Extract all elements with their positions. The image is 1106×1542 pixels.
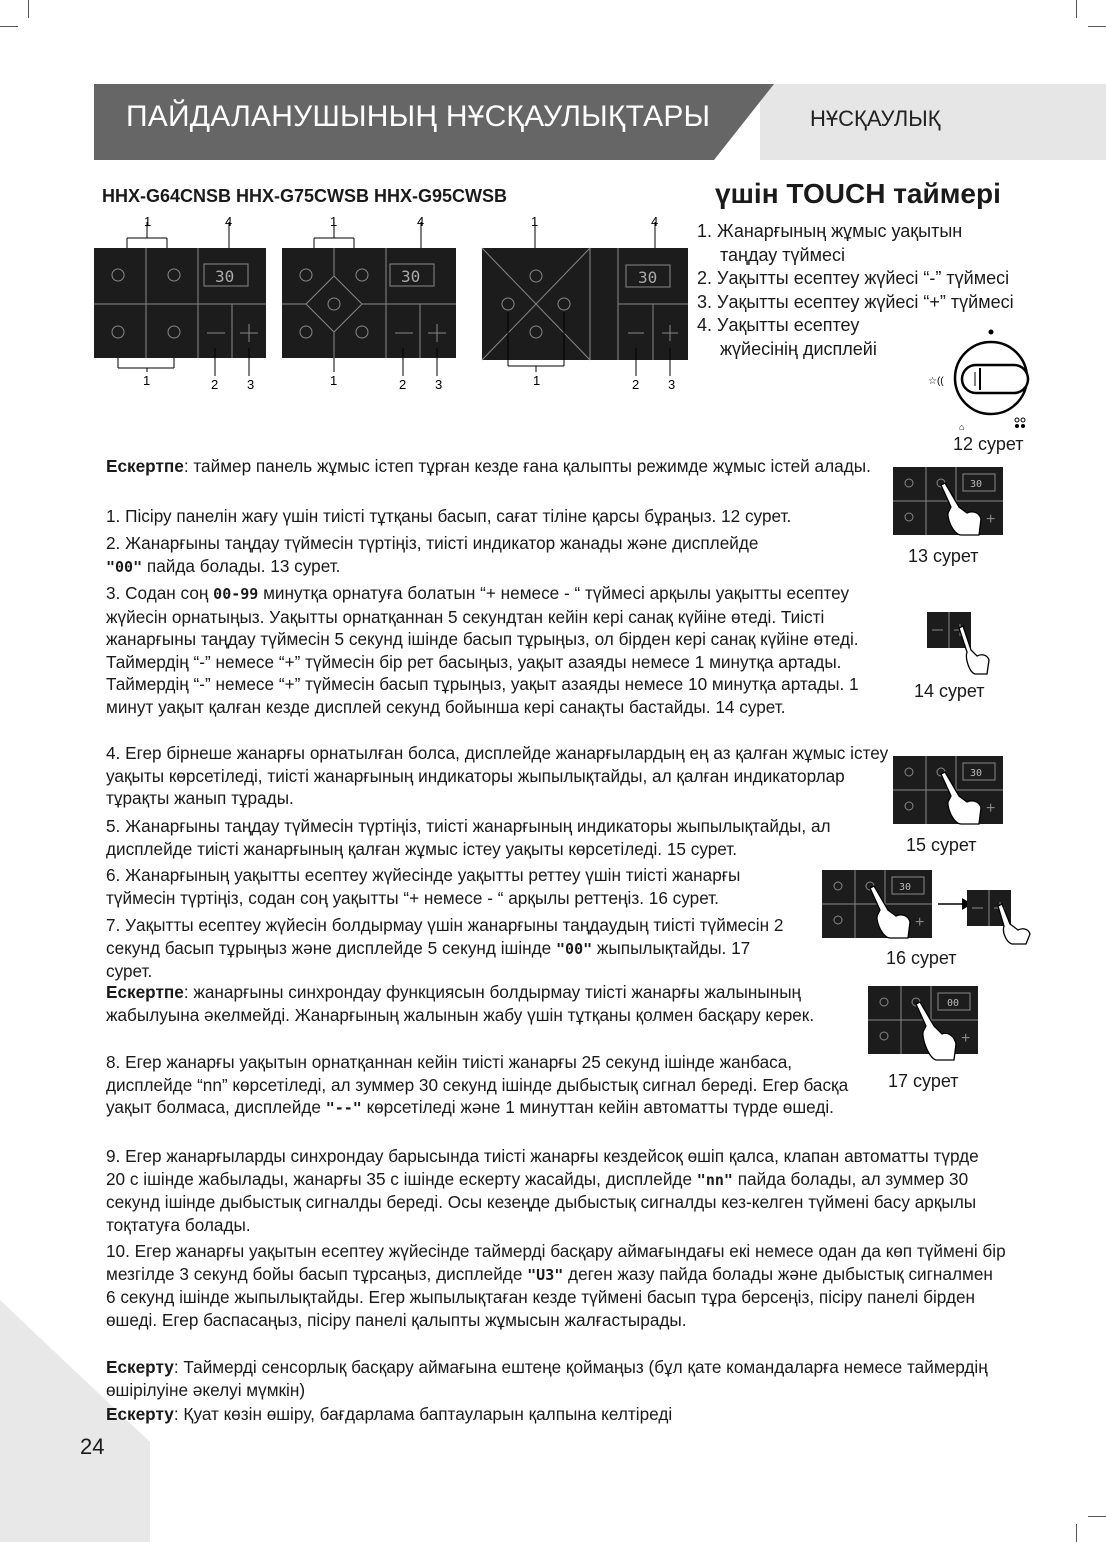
timer-display: 30: [970, 479, 983, 490]
note-label: Ескертпе: [106, 456, 184, 476]
step-8: [106, 1051, 881, 1120]
step-7-text: 7. Уақытты есептеу жүйесін болдырмау үшін жанарғыны таңдаудың тиісті түймесін 2 секунд басып тұрыңыз және дисплейде 5 секунд ішінде: [106, 915, 784, 958]
flame-symbol-icon: ☆((: [928, 376, 944, 387]
warning-1: [106, 1356, 1016, 1401]
figure-13-panel: [893, 467, 1005, 537]
step-9-text: пайда болады, ал зуммер 30 секунд ішінде дыбыстық сигналды береді. Осы кезеңде дыбыстық сигналды кез-келген түймені басу арқылы тоқтатуға болады.: [106, 1168, 977, 1235]
step-10: [106, 1240, 1006, 1331]
plus-key: +: [986, 511, 996, 528]
step-5-text: 5. Жанарғыны таңдау түймесін түртіңіз, тиісті жанарғының индикаторы жыпылықтайды, ал дисплейде тиісті жанарғының қалған жұмыс істеу уақыты көрсетіледі. 15 сурет.: [106, 816, 831, 859]
callout-1: 1: [144, 214, 152, 229]
callout-3: 3: [435, 377, 443, 392]
figure-16-panel: [822, 868, 1037, 948]
knob-illustration: [920, 320, 1040, 435]
step-1: [106, 505, 896, 528]
callout-2: 2: [399, 377, 407, 392]
legend-item: таңдау түймесі: [720, 244, 845, 265]
step-3-text: минутқа орнатуға болатын “+ немесе - “ түймесі арқылы уақытты есептеу жүйесін орнатыңыз. Уақытты орнатқаннан 5 секундтан кейін кері санақ күйіне өтеді. Тиісті жанарғыны таңдау түймесін 5 секунд ішінде басып тұрыңыз, ол бірден кері санақ күйіне өтеді. Таймердің “-” немесе “+” түймесін бір рет басыңыз, уақыт азаяды немесе 1 минутқа артады. Таймердің “-” немесе “+” түймесін басып тұрыңыз, уақыт азаяды немесе 10 минутқа артады. 1 минут уақыт қалған кезде дисплей секунд бойынша кері санақты бастайды. 14 сурет.: [106, 583, 859, 717]
note-text: : таймер панель жұмыс істеп тұрған кезде ғана қалыпты режимде жұмыс істей алады.: [183, 456, 871, 476]
page-number: 24: [80, 1434, 105, 1459]
step-4-text: 4. Егер бірнеше жанарғы орнатылған болса, дисплейде жанарғылардың ең аз қалған жұмыс істеу уақыты көрсетіледі, тиісті жанарғының индикаторы жыпылықтайды, ал қалған индикаторлар тұрақты жанып тұрады.: [106, 743, 889, 809]
callout-4: 4: [417, 214, 425, 229]
figure-17-caption: 17 сурет: [888, 1071, 959, 1091]
step-3-text: 3. Содан соң: [106, 583, 214, 603]
plus-key: +: [915, 914, 925, 931]
step-9-text: 9. Егер жанарғыларды синхрондау барысында тиісті жанарғы кездейсоқ өшіп қалса, клапан автоматты түрде 20 с ішінде жабылады, жанарғы 35 с ішінде ескерту жасайды, дисплейде: [106, 1146, 979, 1189]
timer-display: 30: [899, 882, 912, 893]
crop-mark: [1076, 1524, 1077, 1542]
warning-text: : Таймерді сенсорлық басқару аймағына ештеңе қоймаңыз (бұл қате командаларға немесе таймердің өшірілуіне әкелуі мүмкін): [106, 1357, 988, 1400]
step-2-text: 2. Жанарғыны таңдау түймесін түртіңіз, тиісті индикатор жанады және дисплейде: [106, 533, 759, 553]
step-8-text: көрсетіледі және 1 минуттан кейін автоматты түрде өшеді.: [361, 1097, 834, 1118]
step-10-text: 10. Егер жанарғы уақытын есептеу жүйесінде таймерді басқару аймағындағы екі немесе одан да көп түймені бір мезгілде 3 секунд бойы басып тұрсаңыз, дисплейде: [106, 1241, 1006, 1284]
figure-15-panel: [893, 756, 1005, 826]
section-title: НҰСҚАУЛЫҚ: [810, 106, 941, 131]
callout-2: 2: [632, 377, 640, 392]
legend-item: 4. Уақытты есептеу: [697, 315, 860, 335]
step-7: [106, 914, 786, 983]
burner-dots-icon: [1015, 418, 1025, 428]
step-8-text: 8. Егер жанарғы уақытын орнатқаннан кейін тиісті жанарғы 25 секунд ішінде жанбаса, дисплейде “nn” көрсетіледі, ал зуммер 30 секунд ішінде дыбыстық сигнал береді. Егер басқа уақыт болмаса, дисплейде: [106, 1052, 849, 1118]
control-panel-diagram-1: [90, 212, 270, 392]
callout-1: 1: [330, 373, 338, 388]
crop-mark: [28, 0, 29, 18]
callout-1: 1: [531, 214, 539, 229]
figure-17-panel: [868, 986, 980, 1066]
legend-item: жүйесінің дисплейі: [720, 338, 877, 359]
figure-14-caption: 14 сурет: [914, 681, 985, 701]
display-code: "00": [106, 557, 143, 576]
control-panel-diagram-3: [478, 212, 693, 392]
touch-timer-heading: үшін TOUCH таймері: [715, 178, 1001, 209]
step-2-text: пайда болады. 13 сурет.: [142, 555, 341, 576]
legend-item: 3. Уақытты есептеу жүйесі “+” түймесі: [697, 291, 1014, 312]
note-paragraph: [106, 455, 876, 478]
step-3: [106, 582, 891, 719]
crop-mark: [1088, 26, 1106, 27]
timer-display: 30: [401, 267, 421, 286]
callout-3: 3: [668, 377, 676, 392]
warning-label: Ескерту: [106, 1404, 174, 1424]
callout-2: 2: [211, 377, 219, 392]
plus-key: +: [986, 800, 996, 817]
callout-4: 4: [651, 214, 659, 229]
crop-mark: [1076, 0, 1077, 18]
display-code: "nn": [696, 1170, 733, 1189]
callout-1: 1: [533, 373, 541, 388]
callout-3: 3: [247, 377, 255, 392]
warning-text: : Қуат көзін өшіру, бағдарлама баптауларын қалпына келтіреді: [173, 1404, 673, 1424]
crop-mark: [1088, 1516, 1106, 1517]
display-code: 00-99: [213, 585, 259, 603]
note-2: [106, 981, 821, 1026]
crop-mark: [0, 26, 18, 27]
callout-1: 1: [330, 214, 338, 229]
note-text: : жанарғыны синхрондау функциясын болдырмау тиісті жанарғы жалынының жабылуына әкелмейді. Жанарғының жалынын жабу үшін тұтқаны қолмен басқару керек.: [106, 982, 815, 1025]
note-label: Ескертпе: [106, 982, 184, 1002]
control-panel-diagram-2: [278, 212, 468, 392]
step-9: [106, 1145, 986, 1236]
step-10-text: деген жазу пайда болады және дыбыстық сигналмен 6 секунд ішінде жыпылықтайды. Егер жыпылықтаған кезде түймені басып тұра берсеңіз, пісіру панелі бірден өшеді. Егер баспасаңыз, пісіру панелі қалыпты жұмысын жалғастырады.: [106, 1263, 993, 1330]
display-code: "--": [325, 1099, 362, 1118]
legend-item: 2. Уақытты есептеу жүйесі “-” түймесі: [697, 268, 1010, 288]
display-code: "00": [556, 939, 593, 958]
callout-4: 4: [225, 214, 233, 229]
warning-2: [106, 1403, 1006, 1426]
callout-1: 1: [143, 373, 151, 388]
finger-press-icon: [998, 904, 1030, 944]
step-6-text: 6. Жанарғының уақытты есептеу жүйесінде уақытты реттеу үшін тиісті жанарғы түймесін түртіңіз, содан соң уақытты “+ немесе - “ арқылы реттеңіз. 16 сурет.: [106, 865, 741, 908]
step-5: [106, 815, 891, 860]
step-4: [106, 742, 891, 810]
finger-press-icon: [959, 626, 989, 674]
step-2: [106, 532, 876, 578]
timer-display: 30: [215, 267, 235, 286]
display-code: "U3": [527, 1265, 564, 1284]
timer-display: 00: [947, 998, 960, 1009]
figure-15-caption: 15 сурет: [906, 835, 977, 855]
step-7-text: жыпылықтайды. 17 сурет.: [106, 937, 751, 982]
step-6: [106, 864, 814, 909]
figure-13-caption: 13 сурет: [908, 546, 979, 566]
warning-label: Ескерту: [106, 1357, 174, 1377]
legend-item: 1. Жанарғының жұмыс уақытын: [697, 221, 963, 241]
step-1-text: 1. Пісіру панелін жағу үшін тиісті тұтқаны басып, сағат тіліне қарсы бұраңыз. 12 сурет.: [106, 506, 792, 526]
timer-display: 30: [638, 268, 658, 287]
figure-14-panel: [925, 610, 995, 678]
figure-12-caption: 12 сурет: [953, 434, 1024, 454]
plus-key: +: [961, 1030, 971, 1047]
small-flame-icon: ⌂: [959, 422, 965, 432]
model-list: HHX-G64CNSB HHX-G75CWSB HHX-G95CWSB: [102, 186, 508, 206]
figure-16-caption: 16 сурет: [886, 948, 957, 968]
page-title: ПАЙДАЛАНУШЫНЫҢ НҰСҚАУЛЫҚТАРЫ: [126, 100, 711, 133]
timer-display: 30: [970, 768, 983, 779]
